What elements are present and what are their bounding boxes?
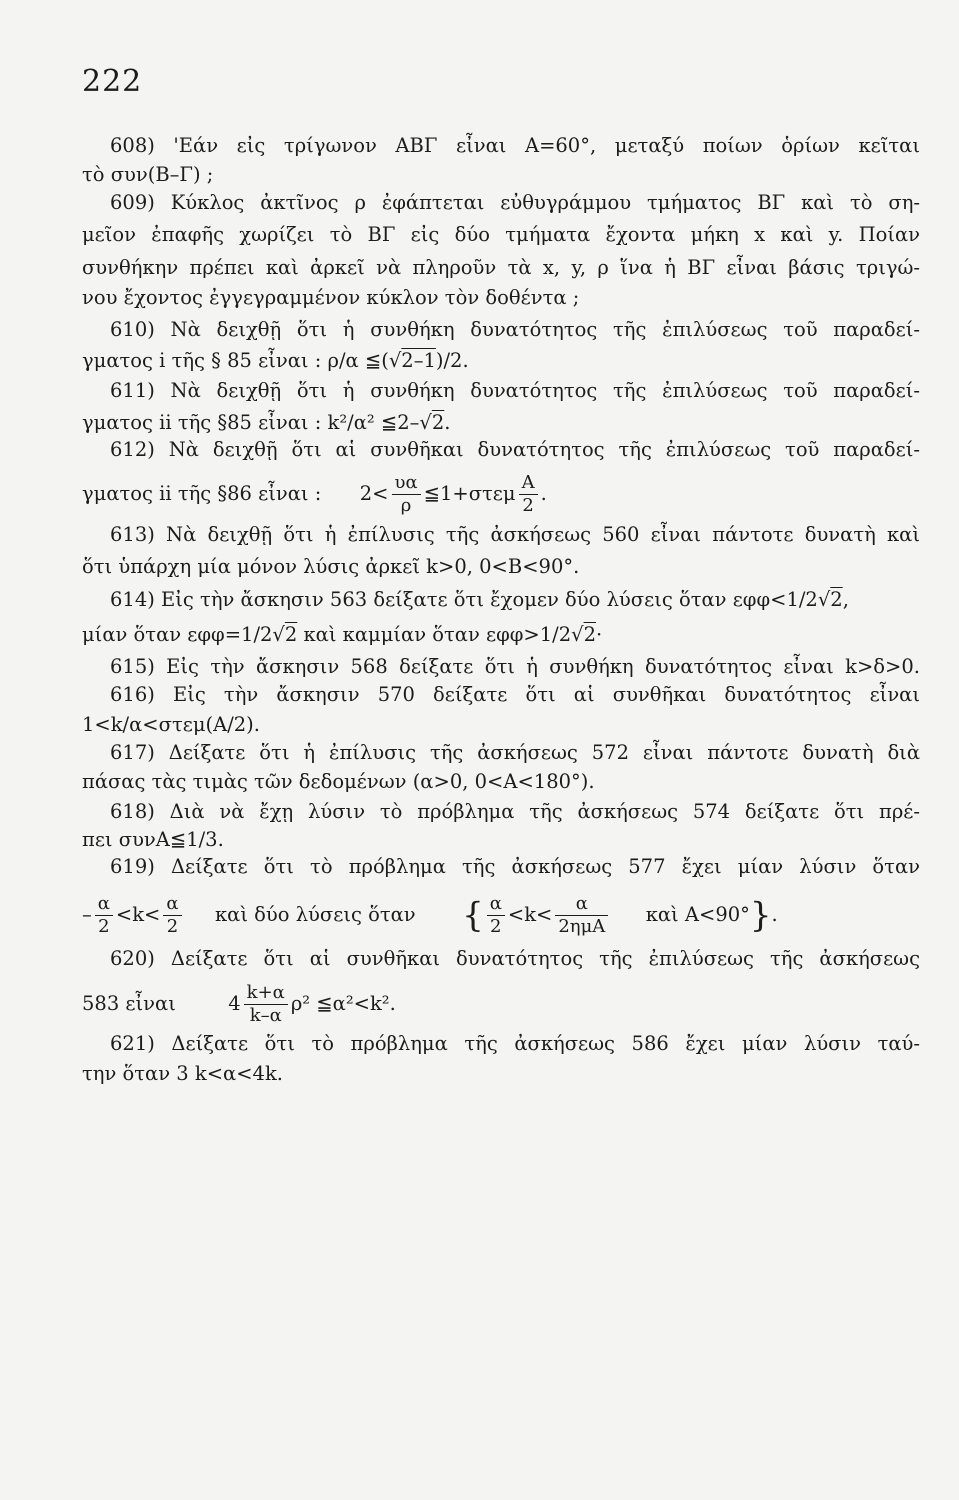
problem-619-line-2: [82, 893, 920, 938]
problem-612-line-1: 612) Νὰ δειχθῇ ὅτι αἱ συνθῆκαι δυνατότητος τῆς ἐπιλύσεως τοῦ παραδεί-: [110, 438, 920, 461]
problem-614-line-2: [82, 621, 920, 649]
problem-609-line-4: νου ἔχοντος ἐγγεγραμμένον κύκλον τὸν δοθέντα ;: [82, 286, 580, 309]
problem-611-radicand: 2: [431, 411, 445, 434]
problem-611-text: γματος ii τῆς §85 εἶναι : k²/α² ≦2–√: [82, 411, 432, 434]
problem-619-ineq: <k<: [115, 903, 161, 926]
problem-615-line-1: 615) Εἰς τὴν ἄσκησιν 568 δείξατε ὅτι ἡ συνθήκη δυνατότητος εἶναι k>δ>0.: [110, 655, 920, 678]
problem-617-line-1: 617) Δείξατε ὅτι ἡ ἐπίλυσις τῆς ἀσκήσεως 572 εἶναι πάντοτε δυνατὴ διὰ: [110, 741, 920, 764]
problem-610-text: γματος i τῆς § 85 εἶναι : ρ/α ≦(√: [82, 349, 402, 372]
problem-612-lead: 2<: [359, 482, 389, 505]
problem-610-radicand: 2–1: [401, 349, 436, 372]
problem-614-line-1: [110, 586, 920, 614]
open-brace: {: [462, 895, 484, 936]
fraction-a-over-2: $\frac{A}{2}$: [519, 472, 538, 517]
problem-608-line-2: τὸ συν(Β–Γ) ;: [82, 163, 214, 186]
problem-620-lead: 583 εἶναι: [82, 992, 176, 1015]
problem-619-and-last: καὶ Α<90°: [645, 903, 750, 926]
problem-614-tail: ,: [842, 588, 849, 611]
problem-613-line-1: 613) Νὰ δειχθῇ ὅτι ἡ ἐπίλυσις τῆς ἀσκήσεως 560 εἶναι πάντοτε δυνατὴ καὶ: [110, 523, 920, 546]
problem-618-line-1: 618) Διὰ νὰ ἔχῃ λύσιν τὸ πρόβλημα τῆς ἀσκήσεως 574 δείξατε ὅτι πρέ-: [110, 800, 920, 823]
problem-609-line-2: μεῖον ἐπαφῆς χωρίζει τὸ ΒΓ εἰς δύο τμήματα ἔχοντα μήκη x καὶ y. Ποίαν: [82, 223, 920, 246]
problem-608-line-1: 608) 'Εάν εἰς τρίγωνον ΑΒΓ εἶναι Α=60°, μεταξύ ποίων ὁρίων κεῖται: [110, 134, 920, 157]
problem-619-minus: –: [82, 903, 92, 926]
problem-614-text: 614) Εἰς τὴν ἄσκησιν 563 δείξατε ὅτι ἔχομεν δύο λύσεις ὅταν εφφ<1/2√: [110, 588, 831, 611]
problem-612-line-2: [82, 472, 920, 517]
problem-609-line-3: συνθήκην πρέπει καὶ ἀρκεῖ νὰ πληροῦν τὰ x, y, ρ ἵνα ἡ ΒΓ εἶναι βάσις τριγώ-: [82, 256, 920, 279]
problem-620-line-1: 620) Δείξατε ὅτι αἱ συνθῆκαι δυνατότητος τῆς ἐπιλύσεως τῆς ἀσκήσεως: [110, 947, 920, 970]
problem-614-c: ·: [595, 623, 603, 646]
problem-619-line-1: 619) Δείξατε ὅτι τὸ πρόβλημα τῆς ἀσκήσεως 577 ἔχει μίαν λύσιν ὅταν: [110, 855, 920, 878]
problem-610-line-1: 610) Νὰ δειχθῇ ὅτι ἡ συνθήκη δυνατότητος τῆς ἐπιλύσεως τοῦ παραδεί-: [110, 318, 920, 341]
problem-614-radicand-3: 2: [583, 623, 596, 646]
problem-614-b: καὶ καμμίαν ὅταν εφφ>1/2√: [297, 623, 584, 646]
problem-620-line-2: [82, 982, 920, 1027]
fraction-alpha-over-2-b: $\frac{\alpha}{2}$: [163, 893, 181, 938]
problem-612-text: γματος ii τῆς §86 εἶναι :: [82, 482, 322, 505]
problem-610-tail: )/2.: [435, 349, 469, 372]
problem-611-line-1: 611) Νὰ δειχθῇ ὅτι ἡ συνθήκη δυνατότητος τῆς ἐπιλύσεως τοῦ παραδεί-: [110, 379, 920, 402]
problem-616-line-2: 1<k/α<στεμ(Α/2).: [82, 713, 260, 736]
problem-612-end: .: [540, 482, 547, 505]
problem-619-and-two: καὶ δύο λύσεις ὅταν: [214, 903, 416, 926]
fraction-alpha-over-2-c: $\frac{\alpha}{2}$: [487, 893, 505, 938]
problem-619-end: .: [771, 903, 778, 926]
problem-611-line-2: [82, 409, 920, 437]
problem-621-line-2: την ὅταν 3 k<α<4k.: [82, 1062, 283, 1085]
close-brace: }: [749, 895, 772, 936]
fraction-ua-over-r: $\frac{\upsilon\alpha}{\rho}$: [392, 472, 421, 517]
problem-620-tail: ρ² ≦α²<k².: [290, 992, 396, 1015]
fraction-k-plus-a-over-k-minus-a: $\frac{k+\alpha}{k-\alpha}$: [244, 982, 288, 1027]
problem-618-line-2: πει συνΑ≦1/3.: [82, 828, 224, 851]
problem-620-four: 4: [228, 992, 241, 1015]
problem-612-mid: ≦1+στεμ: [423, 482, 516, 505]
problem-614-a: μίαν ὅταν εφφ=1/2√: [82, 623, 285, 646]
problem-609-line-1: 609) Κύκλος ἀκτῖνος ρ ἐφάπτεται εὐθυγράμμου τμήματος ΒΓ καὶ τὸ ση-: [110, 191, 920, 214]
page-number: 222: [82, 64, 143, 99]
problem-614-radicand-2: 2: [284, 623, 298, 646]
problem-619-ineq-2: <k<: [507, 903, 553, 926]
fraction-alpha-over-2sinA: $\frac{\alpha}{\text{2ημΑ}}$: [555, 893, 608, 938]
problem-613-line-2: ὅτι ὑπάρχη μία μόνον λύσις ἀρκεῖ k>0, 0<Β<90°.: [82, 555, 580, 578]
fraction-alpha-over-2: $\frac{\alpha}{2}$: [95, 893, 113, 938]
problem-621-line-1: 621) Δείξατε ὅτι τὸ πρόβλημα τῆς ἀσκήσεως 586 ἔχει μίαν λύσιν ταύ-: [110, 1032, 920, 1055]
problem-610-line-2: [82, 347, 920, 375]
problem-616-line-1: 616) Εἰς τὴν ἄσκησιν 570 δείξατε ὅτι αἱ συνθῆκαι δυνατότητος εἶναι: [110, 683, 920, 706]
problem-611-tail: .: [444, 411, 451, 434]
problem-617-line-2: πάσας τὰς τιμὰς τῶν δεδομένων (α>0, 0<Α<180°).: [82, 770, 595, 793]
problem-614-radicand: 2: [830, 588, 843, 611]
